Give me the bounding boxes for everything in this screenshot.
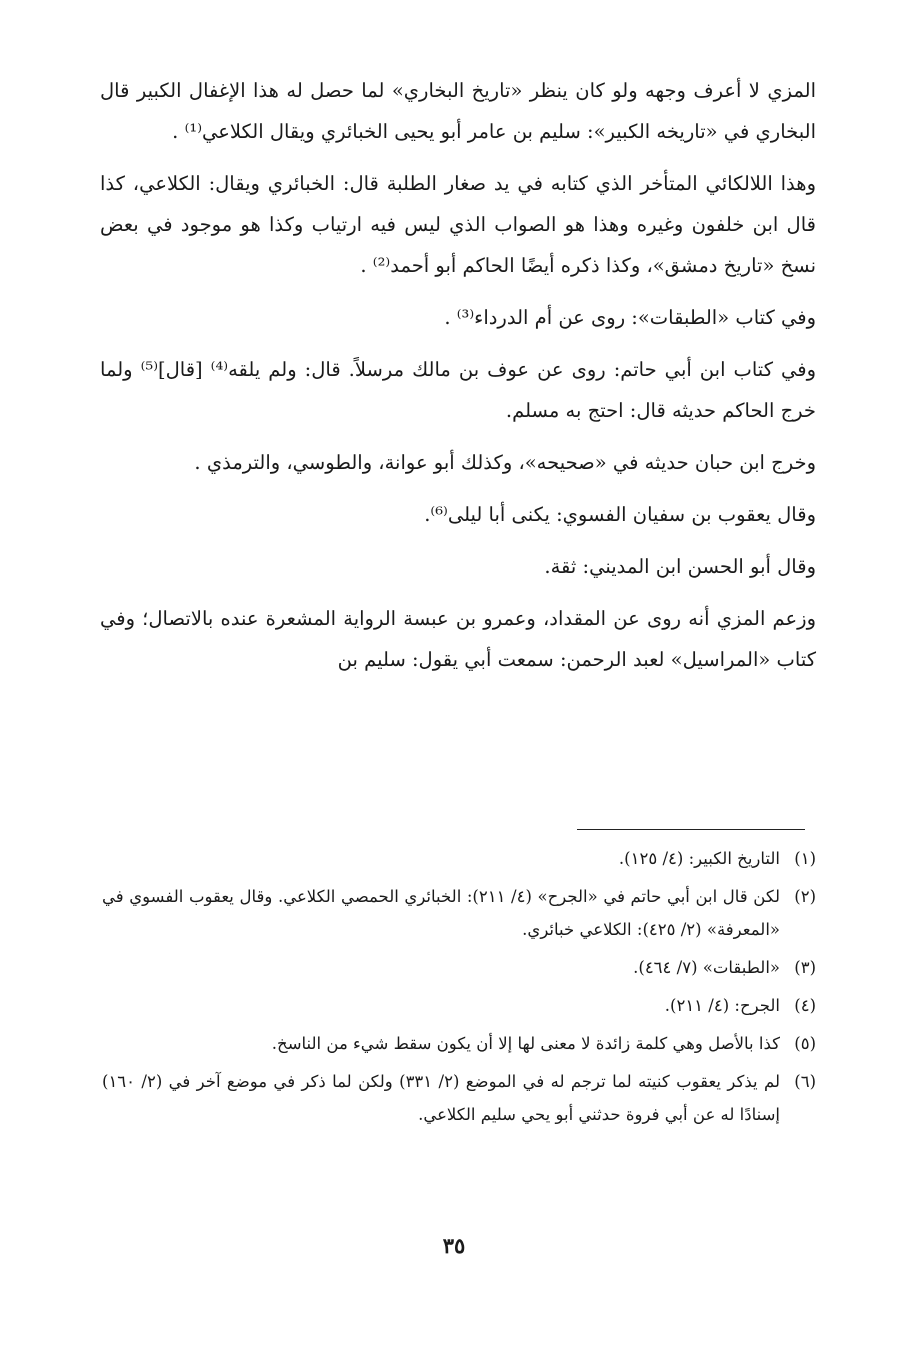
footnote-number: (٣) bbox=[794, 958, 816, 977]
footnote-text: التاريخ الكبير: (٤/ ١٢٥). bbox=[618, 849, 780, 868]
footnote-separator bbox=[577, 829, 805, 830]
footnote bbox=[102, 880, 816, 946]
paragraph: وقال يعقوب بن سفيان الفسوي: يكنى أبا ليلى⁽⁶⁾. bbox=[424, 503, 816, 526]
footnote-text: الجرح: (٤/ ٢١١). bbox=[664, 996, 780, 1015]
footnotes bbox=[102, 842, 816, 1136]
footnote bbox=[102, 951, 816, 984]
main-text bbox=[100, 70, 816, 691]
paragraph: وقال أبو الحسن ابن المديني: ثقة. bbox=[544, 555, 816, 578]
paragraph: المزي لا أعرف وجهه ولو كان ينظر «تاريخ البخاري» لما حصل له هذا الإغفال الكبير قال البخاري في «تاريخه الكبير»: سليم بن عامر أبو يحيى الخبائري ويقال الكلاعي⁽¹⁾ . bbox=[100, 79, 816, 143]
footnote-text: لكن قال ابن أبي حاتم في «الجرح» (٤/ ٢١١): الخبائري الحمصي الكلاعي. وقال يعقوب الفسوي في «المعرفة» (٢/ ٤٢٥): الكلاعي خبائري. bbox=[102, 887, 780, 939]
footnote-text: «الطبقات» (٧/ ٤٦٤). bbox=[633, 958, 780, 977]
footnote bbox=[102, 1027, 816, 1060]
paragraph: وفي كتاب ابن أبي حاتم: روى عن عوف بن مالك مرسلاً. قال: ولم يلقه⁽⁴⁾ [قال]⁽⁵⁾ ولما خرج الحاكم حديثه قال: احتج به مسلم. bbox=[100, 358, 816, 422]
footnote-number: (٦) bbox=[794, 1072, 816, 1091]
footnote-number: (٥) bbox=[794, 1034, 816, 1053]
paragraph: وهذا اللالكائي المتأخر الذي كتابه في يد صغار الطلبة قال: الخبائري ويقال: الكلاعي، كذا قال ابن خلفون وغيره وهذا هو الصواب الذي ليس فيه ارتياب وكذا هو موجود في بعض نسخ «تاريخ دمشق»، وكذا ذكره أيضًا الحاكم أبو أحمد⁽²⁾ . bbox=[100, 172, 816, 277]
footnote bbox=[102, 842, 816, 875]
paragraph: وفي كتاب «الطبقات»: روى عن أم الدرداء⁽³⁾ . bbox=[444, 306, 816, 329]
footnote-number: (١) bbox=[794, 849, 816, 868]
page-number: ٣٥ bbox=[442, 1233, 466, 1258]
footnote-text: لم يذكر يعقوب كنيته لما ترجم له في الموضع (٢/ ٣٣١) ولكن لما ذكر في موضع آخر في (٢/ ١٦٠) إسنادًا له عن أبي فروة حدثني أبو يحي سليم الكلاعي. bbox=[102, 1072, 780, 1124]
paragraph: وخرج ابن حبان حديثه في «صحيحه»، وكذلك أبو عوانة، والطوسي، والترمذي . bbox=[194, 451, 816, 474]
footnote bbox=[102, 989, 816, 1022]
footnote-text: كذا بالأصل وهي كلمة زائدة لا معنى لها إلا أن يكون سقط شيء من الناسخ. bbox=[271, 1034, 780, 1053]
footnote bbox=[102, 1065, 816, 1131]
footnote-number: (٢) bbox=[794, 887, 816, 906]
footnote-number: (٤) bbox=[794, 996, 816, 1015]
paragraph: وزعم المزي أنه روى عن المقداد، وعمرو بن عبسة الرواية المشعرة عنده بالاتصال؛ وفي كتاب «المراسيل» لعبد الرحمن: سمعت أبي يقول: سليم بن bbox=[100, 607, 816, 671]
